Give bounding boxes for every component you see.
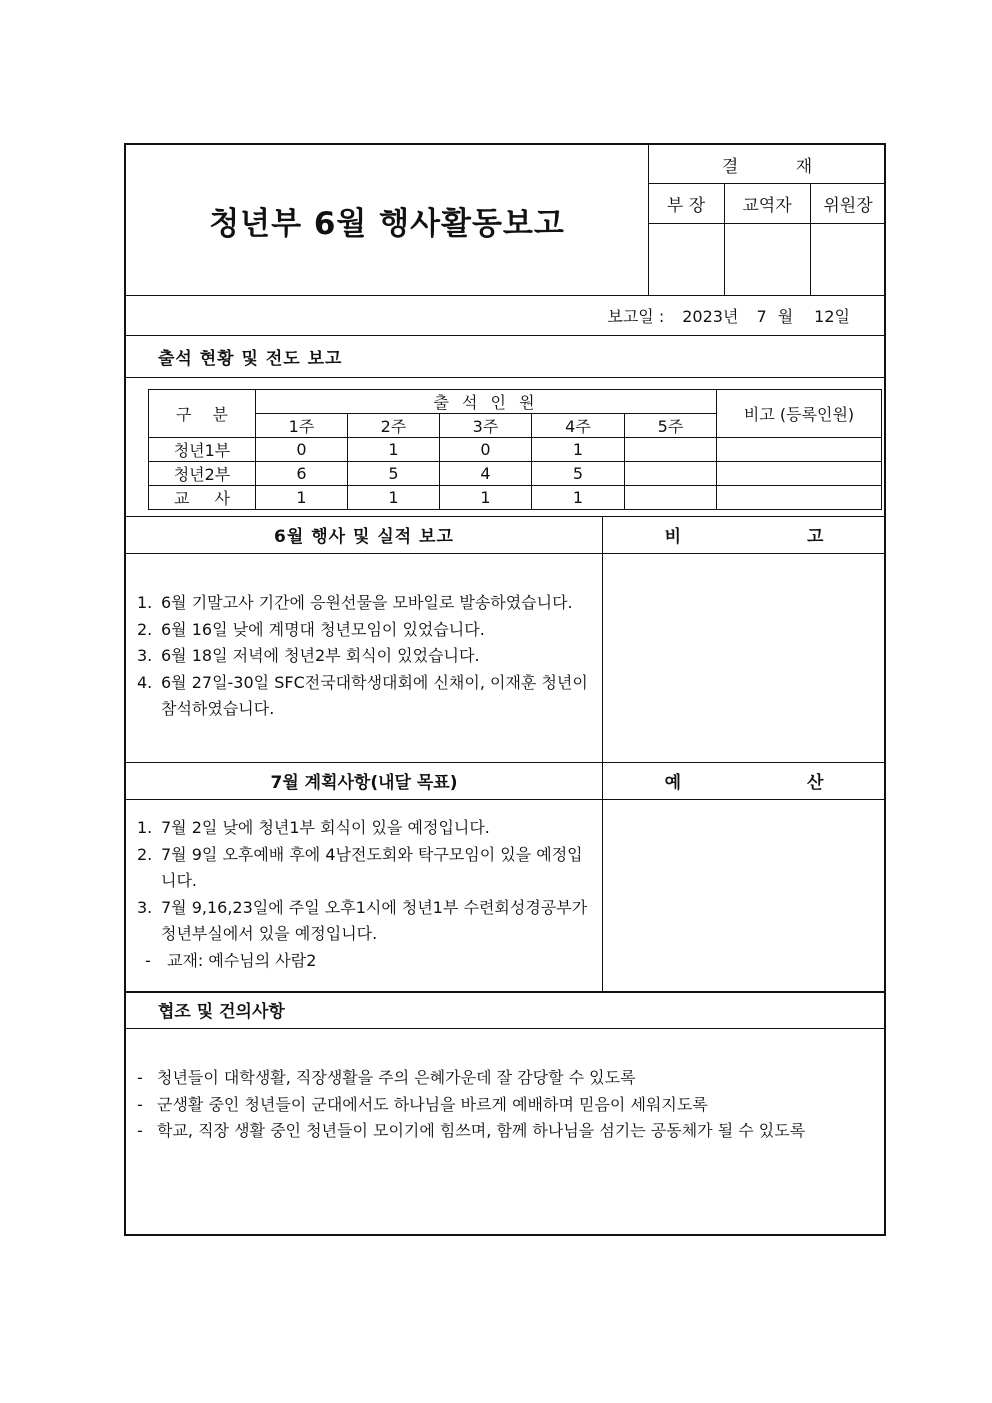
approval-role-department-head: 부 장 [666,195,706,216]
item-text: 7월 2일 낮에 청년1부 회식이 있을 예정입니다. [161,818,490,837]
note-cell [717,438,882,462]
attendance-cell: 1 [532,486,625,510]
report-date-label: 보고일 : [607,306,665,326]
note-cell [717,462,882,486]
item-mark: - [145,950,151,970]
report-date [126,295,886,335]
attendance-cell [625,462,717,486]
list-item [137,895,595,948]
list-item [137,842,595,895]
item-text: 7월 9,16,23일에 주일 오후1시에 청년1부 수련회성경공부가 청년부실에서 있을 예정입니다. [161,897,588,943]
report-document [124,143,886,1236]
item-text: 6월 16일 낮에 계명대 청년모임이 있었습니다. [161,619,485,639]
attendance-cell [625,486,717,510]
attendance-col-category: 구 분 [149,390,256,438]
attendance-cell: 0 [256,438,348,462]
signature-box-department-head[interactable] [649,224,724,295]
attendance-col-attendance: 출 석 인 원 [256,390,717,414]
table-row [149,462,882,486]
attendance-cell: 1 [532,438,625,462]
item-number: 3. [137,897,153,917]
week-header: 4주 [532,414,625,438]
attendance-col-note: 비고 (등록인원) [717,390,882,438]
row-name: 청년1부 [149,438,256,462]
item-text: 7월 9일 오후예배 후에 4남전도회와 탁구모임이 있을 예정입니다. [161,844,583,890]
week-header: 2주 [348,414,440,438]
item-mark: - [137,1068,143,1087]
item-mark: - [137,1094,143,1114]
approval-header: 결 재 [721,156,839,177]
list-item [137,617,595,644]
item-text: 6월 27일-30일 SFC전국대학생대회에 신채이, 이재훈 청년이 참석하였습니다. [161,672,588,718]
item-text: 6월 기말고사 기간에 응원선물을 모바일로 발송하였습니다. [161,593,573,612]
cooperation-section-title: 협조 및 건의사항 [158,1002,285,1022]
column-divider [602,516,603,991]
list-item [137,1118,879,1145]
item-number: 2. [137,844,153,864]
attendance-cell: 4 [440,462,532,486]
list-item [137,1092,879,1119]
item-text: 교재: 예수님의 사람2 [167,950,317,970]
item-number: 1. [137,818,153,837]
week-header: 1주 [256,414,348,438]
attendance-cell: 6 [256,462,348,486]
list-item [137,1065,879,1092]
divider [126,377,886,378]
divider [126,1028,886,1029]
june-report-header: 6월 행사 및 실적 보고 [274,527,454,547]
list-item [137,590,595,617]
list-item [137,643,595,670]
item-number: 3. [137,646,153,665]
row-name: 교 사 [149,486,256,510]
item-number: 4. [137,672,153,692]
june-note-header: 비 고 [664,527,884,547]
attendance-table [148,389,882,510]
table-row [149,438,882,462]
list-item [145,948,595,975]
item-number: 1. [137,593,153,612]
item-text: 6월 18일 저녁에 청년2부 회식이 있었습니다. [161,646,480,665]
divider [126,553,886,554]
attendance-cell: 1 [348,486,440,510]
attendance-cell: 1 [348,438,440,462]
list-item [137,815,595,842]
item-text: 군생활 중인 청년들이 군대에서도 하나님을 바르게 예배하며 믿음이 세워지도록 [157,1094,708,1114]
approval-role-pastor: 교역자 [742,195,792,216]
attendance-cell: 5 [348,462,440,486]
week-header: 3주 [440,414,532,438]
report-date-month: 7 월 [756,306,797,326]
attendance-cell: 1 [440,486,532,510]
row-name: 청년2부 [149,462,256,486]
report-date-year: 2023년 [682,306,739,326]
page-title: 청년부 6월 행사활동보고 [209,205,565,242]
report-date-day: 12일 [814,306,850,326]
july-plan-list [137,815,595,974]
item-mark: - [137,1121,143,1140]
june-report-list [137,590,595,723]
item-number: 2. [137,619,153,639]
july-budget-header: 예 산 [664,773,884,793]
attendance-cell: 1 [256,486,348,510]
attendance-cell: 0 [440,438,532,462]
attendance-section-title: 출석 현황 및 전도 보고 [158,348,343,369]
item-text: 학교, 직장 생활 중인 청년들이 모이기에 힘쓰며, 함께 하나님을 섬기는 공동체가 될 수 있도록 [157,1121,806,1140]
signature-box-pastor[interactable] [725,224,810,295]
divider [126,799,886,800]
list-item [137,670,595,723]
week-header: 5주 [625,414,717,438]
item-text: 청년들이 대학생활, 직장생활을 주의 은혜가운데 잘 감당할 수 있도록 [157,1068,636,1087]
attendance-cell [625,438,717,462]
approval-role-chairman: 위원장 [823,195,873,216]
table-row [149,486,882,510]
attendance-cell: 5 [532,462,625,486]
signature-box-chairman[interactable] [811,224,886,295]
cooperation-list [137,1065,879,1145]
july-plan-header: 7월 계획사항(내달 목표) [270,773,458,793]
note-cell [717,486,882,510]
